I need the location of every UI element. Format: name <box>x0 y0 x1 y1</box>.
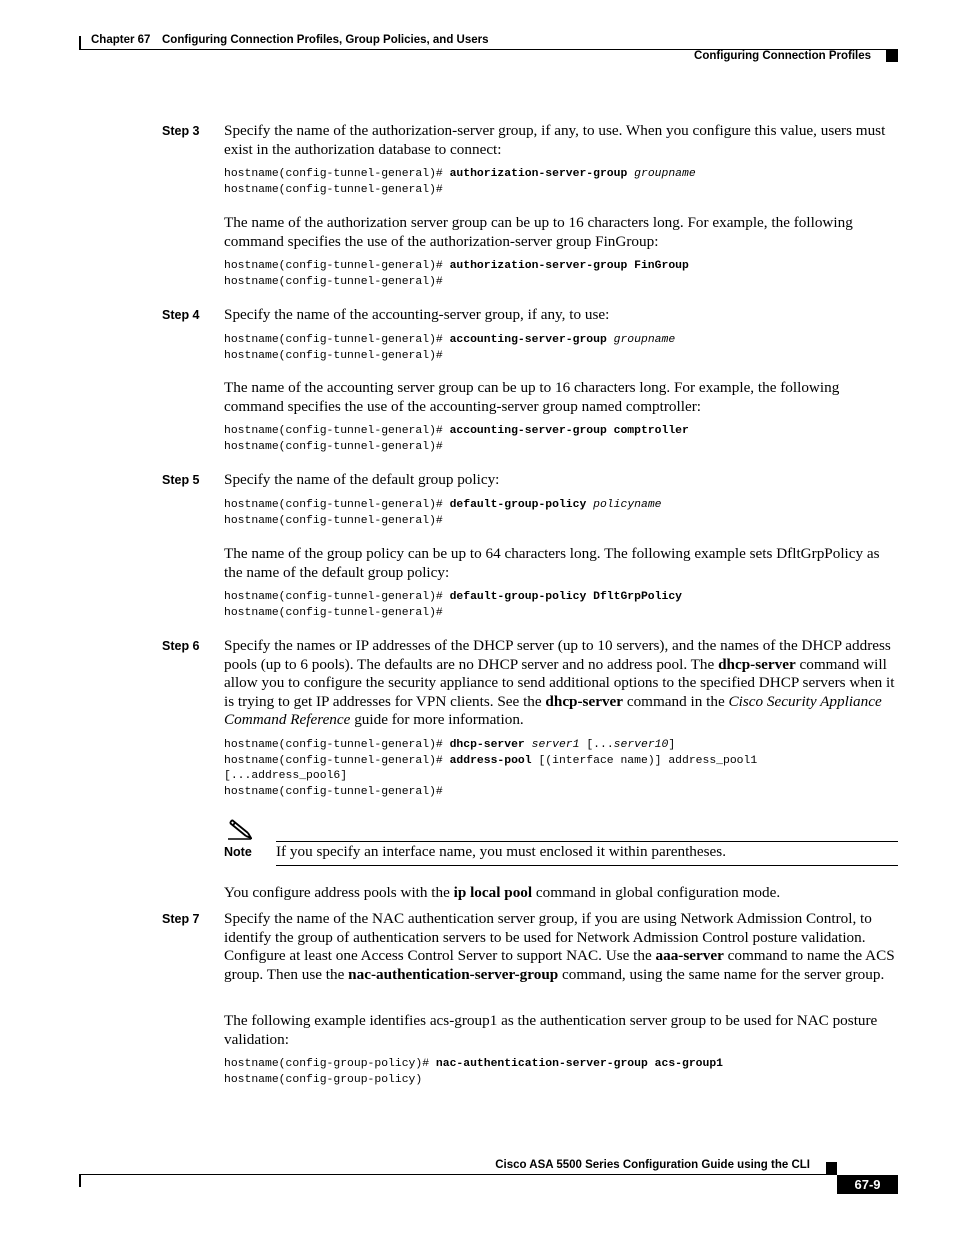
header-chapter-title: Configuring Connection Profiles, Group Policies, and Users <box>162 34 489 46</box>
step-4-text: Specify the name of the accounting-server group, if any, to use: <box>224 306 610 323</box>
step-5-code-1: hostname(config-tunnel-general)# default-group-policy policyname hostname(config-tunnel-general)# <box>224 499 662 527</box>
step-5-text-2: The name of the group policy can be up to 64 characters long. The following example sets DfltGrpPolicy as the name of the default group policy: <box>224 545 880 581</box>
step-5-code-2: hostname(config-tunnel-general)# default-group-policy DfltGrpPolicy hostname(config-tunnel-general)# <box>224 591 682 619</box>
step-7-label: Step 7 <box>162 912 200 926</box>
step-4-code-2: hostname(config-tunnel-general)# accounting-server-group comptroller hostname(config-tunnel-general)# <box>224 425 689 453</box>
note-label: Note <box>224 845 252 859</box>
step-6-text: Specify the names or IP addresses of the DHCP server (up to 10 servers), and the names of the DHCP address pools (up to 6 pools). The defaults are no DHCP server and no address pool. The dhcp-server command will allow you to configure the security appliance to send additional options to the specified DHCP servers when it is trying to get IP addresses for VPN clients. See the dhcp-server command in the Cisco Security Appliance Command Reference guide for more information. <box>224 637 895 729</box>
footer-rule <box>79 1174 837 1175</box>
step-6-after-note: You configure address pools with the ip local pool command in global configuration mode. <box>224 884 781 901</box>
step-3-label: Step 3 <box>162 124 200 138</box>
step-7-text-2: The following example identifies acs-group1 as the authentication server group to be used for NAC posture validation: <box>224 1012 878 1048</box>
step-3-code-1: hostname(config-tunnel-general)# authorization-server-group groupname hostname(config-tunnel-general)# <box>224 168 696 196</box>
note-text: If you specify an interface name, you must enclosed it within parentheses. <box>276 843 726 860</box>
step-4-code-1: hostname(config-tunnel-general)# accounting-server-group groupname hostname(config-tunnel-general)# <box>224 334 676 362</box>
step-7-code: hostname(config-group-policy)# nac-authentication-server-group acs-group1 hostname(config-group-policy) <box>224 1058 723 1086</box>
step-4-label: Step 4 <box>162 308 200 322</box>
step-5-label: Step 5 <box>162 473 200 487</box>
note-top-rule <box>276 841 898 842</box>
step-6-code: hostname(config-tunnel-general)# dhcp-server server1 [...server10] hostname(config-tunnel-general)# address-pool [(interface name)] address_pool1 [...address_pool6] hostname(config-tunnel-general)# <box>224 739 758 798</box>
header-left-bar <box>79 36 81 50</box>
header-section: Configuring Connection Profiles <box>694 50 871 62</box>
header-chapter: Chapter 67 <box>91 34 151 46</box>
step-7-text: Specify the name of the NAC authentication server group, if you are using Network Admission Control, to identify the group of authentication servers to be used for Network Admission Control posture validation. Configure at least one Access Control Server to support NAC. Use the aaa-server command to name the ACS group. Then use the nac-authentication-server-group command, using the same name for the server group. <box>224 910 895 983</box>
note-bottom-rule <box>276 865 898 866</box>
footer-block-small <box>826 1162 837 1174</box>
step-5-text: Specify the name of the default group policy: <box>224 471 500 488</box>
pencil-icon <box>228 818 252 840</box>
step-3-text: Specify the name of the authorization-server group, if any, to use. When you configure this value, users must exist in the authorization database to connect: <box>224 122 886 158</box>
step-3-text-2: The name of the authorization server group can be up to 16 characters long. For example, the following command specifies the use of the authorization-server group FinGroup: <box>224 214 853 250</box>
footer-left-bar <box>79 1174 81 1187</box>
step-3-code-2: hostname(config-tunnel-general)# authorization-server-group FinGroup hostname(config-tunnel-general)# <box>224 260 689 288</box>
header-black-block <box>886 50 898 62</box>
step-6-label: Step 6 <box>162 639 200 653</box>
step-4-text-2: The name of the accounting server group can be up to 16 characters long. For example, the following command specifies the use of the accounting-server group named comptroller: <box>224 379 840 415</box>
page-number: 67-9 <box>854 1177 881 1192</box>
footer-title: Cisco ASA 5500 Series Configuration Guide using the CLI <box>495 1159 810 1171</box>
